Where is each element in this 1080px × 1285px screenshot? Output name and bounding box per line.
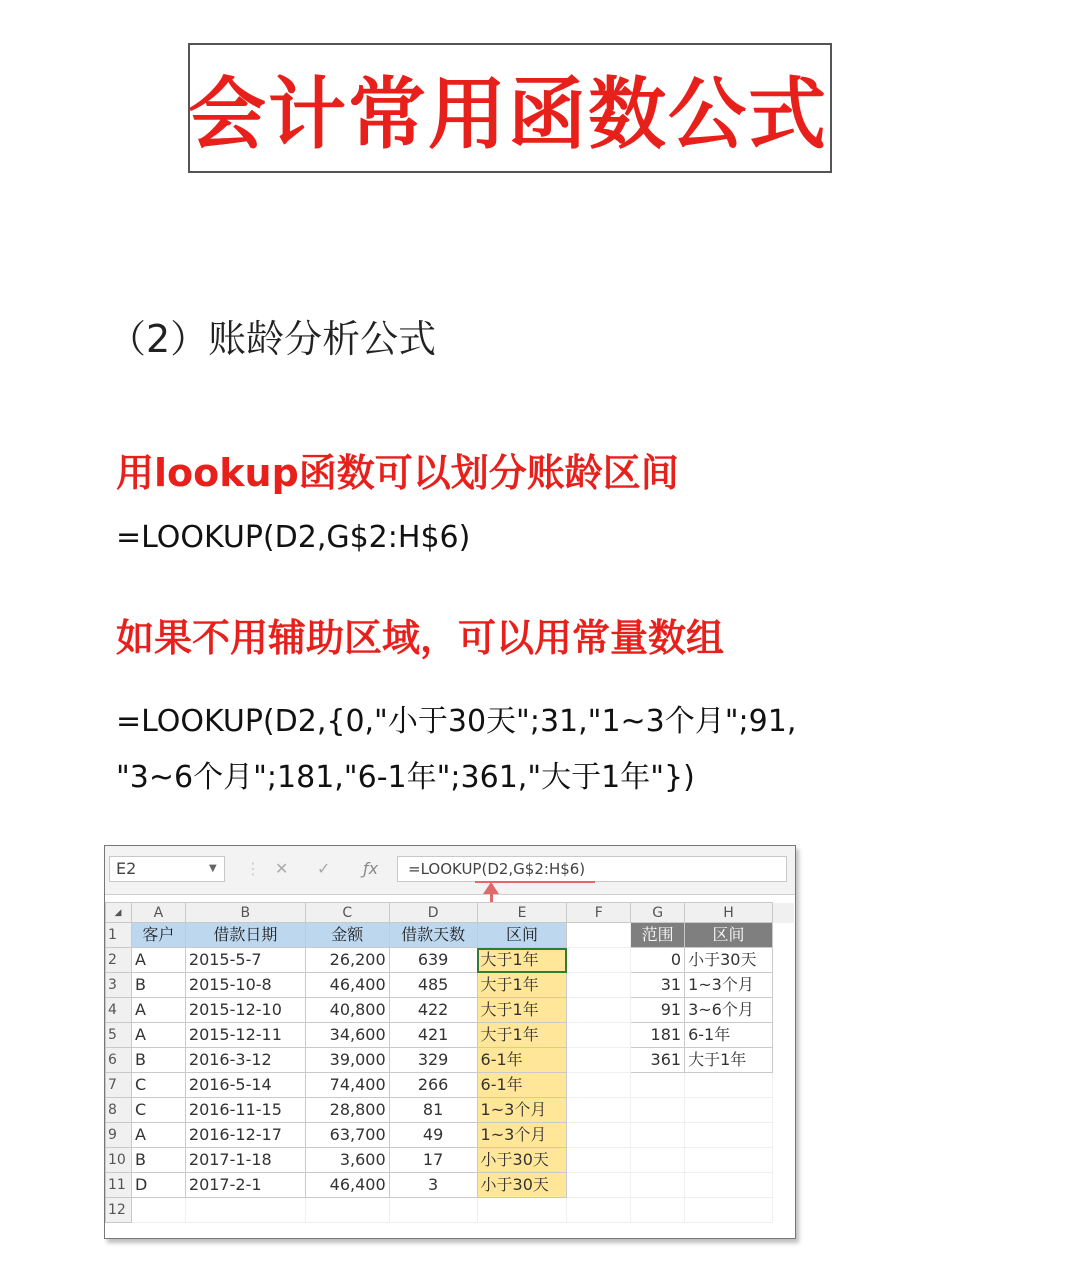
cell[interactable] (685, 1173, 773, 1198)
days-cell[interactable]: 81 (389, 1098, 477, 1123)
days-cell[interactable]: 422 (389, 998, 477, 1023)
range-cell[interactable]: 91 (631, 998, 685, 1023)
interval-cell[interactable]: 小于30天 (477, 1173, 567, 1198)
amount-cell[interactable]: 28,800 (305, 1098, 389, 1123)
lookup-header-cell[interactable]: 范围 (631, 923, 685, 948)
interval-cell[interactable]: 大于1年 (477, 948, 567, 973)
interval-cell[interactable]: 大于1年 (477, 1023, 567, 1048)
cell[interactable] (567, 1173, 631, 1198)
cell[interactable] (567, 1098, 631, 1123)
cell[interactable] (567, 973, 631, 998)
table-row (106, 1073, 795, 1098)
cell[interactable] (567, 1123, 631, 1148)
cell[interactable] (631, 1198, 685, 1223)
header-cell[interactable]: 客户 (131, 923, 185, 948)
constant-array-heading: 如果不用辅助区域，可以用常量数组 (116, 616, 725, 660)
spreadsheet-screenshot (104, 845, 796, 1239)
cell[interactable] (567, 1198, 631, 1223)
date-cell[interactable]: 2016-5-14 (185, 1073, 305, 1098)
row-number[interactable]: 10 (106, 1148, 132, 1173)
interval-cell[interactable]: 1~3个月 (477, 1098, 567, 1123)
amount-cell[interactable]: 40,800 (305, 998, 389, 1023)
table-row (106, 1123, 795, 1148)
cell[interactable] (631, 1098, 685, 1123)
cell[interactable] (567, 1148, 631, 1173)
cell[interactable] (685, 1198, 773, 1223)
cancel-x-icon[interactable]: ✕ (275, 859, 289, 878)
cell[interactable] (631, 1123, 685, 1148)
header-cell[interactable]: 借款日期 (185, 923, 305, 948)
interval-cell[interactable]: 6-1年 (477, 1048, 567, 1073)
cell[interactable] (567, 1048, 631, 1073)
empty-cell (773, 1148, 795, 1173)
lookup-interval-cell[interactable]: 大于1年 (685, 1048, 773, 1073)
header-cell[interactable]: 金额 (305, 923, 389, 948)
days-cell[interactable]: 485 (389, 973, 477, 998)
customer-cell[interactable]: A (131, 1023, 185, 1048)
days-cell[interactable]: 329 (389, 1048, 477, 1073)
empty-cell (773, 973, 795, 998)
table-row (106, 1023, 795, 1048)
amount-cell[interactable]: 74,400 (305, 1073, 389, 1098)
spreadsheet-grid (105, 902, 795, 1223)
table-row (106, 1198, 795, 1223)
column-letter-b[interactable]: B (185, 903, 305, 923)
days-cell[interactable]: 266 (389, 1073, 477, 1098)
chevron-down-icon[interactable]: ▼ (209, 863, 217, 874)
empty-cell (773, 903, 795, 923)
section-heading: （2）账龄分析公式 (108, 317, 437, 361)
empty-cell (773, 1198, 795, 1223)
row-number[interactable]: 9 (106, 1123, 132, 1148)
row-number[interactable]: 4 (106, 998, 132, 1023)
customer-cell[interactable]: C (131, 1098, 185, 1123)
formula-2-line-1: =LOOKUP(D2,{0,"小于30天";31,"1~3个月";91, (116, 704, 797, 739)
days-cell[interactable]: 3 (389, 1173, 477, 1198)
drag-handle-icon: ⋮ (245, 859, 261, 878)
cell[interactable] (631, 1148, 685, 1173)
amount-cell[interactable]: 46,400 (305, 1173, 389, 1198)
lookup-interval-cell[interactable]: 6-1年 (685, 1023, 773, 1048)
customer-cell[interactable]: D (131, 1173, 185, 1198)
row-number[interactable]: 1 (106, 923, 132, 948)
row-number[interactable]: 2 (106, 948, 132, 973)
customer-cell[interactable]: C (131, 1073, 185, 1098)
column-header-row (106, 903, 795, 923)
empty-cell (773, 1048, 795, 1073)
range-cell[interactable]: 0 (631, 948, 685, 973)
amount-cell[interactable]: 46,400 (305, 973, 389, 998)
date-cell[interactable]: 2015-10-8 (185, 973, 305, 998)
column-letter-g[interactable]: G (631, 903, 685, 923)
amount-cell[interactable]: 26,200 (305, 948, 389, 973)
date-cell[interactable]: 2016-12-17 (185, 1123, 305, 1148)
range-cell[interactable]: 361 (631, 1048, 685, 1073)
days-cell[interactable]: 421 (389, 1023, 477, 1048)
lookup-header-cell[interactable]: 区间 (685, 923, 773, 948)
cell[interactable] (685, 1123, 773, 1148)
lookup-heading: 用lookup函数可以划分账龄区间 (116, 451, 679, 495)
cell[interactable] (685, 1073, 773, 1098)
cell[interactable] (567, 1073, 631, 1098)
amount-cell[interactable]: 39,000 (305, 1048, 389, 1073)
customer-cell[interactable]: B (131, 1048, 185, 1073)
column-letter-c[interactable]: C (305, 903, 389, 923)
empty-cell (773, 1173, 795, 1198)
formula-bar-area (105, 846, 795, 895)
confirm-check-icon[interactable]: ✓ (317, 859, 331, 878)
empty-cell (773, 1098, 795, 1123)
cell[interactable] (631, 1073, 685, 1098)
empty-cell (773, 998, 795, 1023)
title-box (188, 43, 832, 173)
amount-cell[interactable]: 3,600 (305, 1148, 389, 1173)
customer-cell[interactable]: A (131, 948, 185, 973)
name-box[interactable]: E2 (109, 856, 225, 882)
amount-cell[interactable]: 34,600 (305, 1023, 389, 1048)
page-title: 会计常用函数公式 (187, 70, 828, 160)
date-cell[interactable]: 2015-12-11 (185, 1023, 305, 1048)
cell[interactable] (567, 1023, 631, 1048)
customer-cell[interactable]: B (131, 1148, 185, 1173)
date-cell[interactable]: 2015-5-7 (185, 948, 305, 973)
amount-cell[interactable]: 63,700 (305, 1123, 389, 1148)
lookup-interval-cell[interactable]: 1~3个月 (685, 973, 773, 998)
cell[interactable] (567, 948, 631, 973)
row-number[interactable]: 3 (106, 973, 132, 998)
interval-cell[interactable]: 6-1年 (477, 1073, 567, 1098)
empty-cell (773, 1023, 795, 1048)
column-letter-a[interactable]: A (131, 903, 185, 923)
arrow-up-icon (483, 882, 499, 894)
cell[interactable] (685, 1098, 773, 1123)
cell[interactable] (131, 1198, 185, 1223)
empty-cell (773, 1123, 795, 1148)
cell[interactable] (567, 923, 631, 948)
table-row (106, 998, 795, 1023)
cell[interactable] (631, 1173, 685, 1198)
interval-cell[interactable]: 1~3个月 (477, 1123, 567, 1148)
cell[interactable] (477, 1198, 567, 1223)
interval-cell[interactable]: 大于1年 (477, 973, 567, 998)
fx-icon[interactable]: ƒx (363, 859, 379, 878)
table-row (106, 1048, 795, 1073)
column-letter-d[interactable]: D (389, 903, 477, 923)
column-letter-f[interactable]: F (567, 903, 631, 923)
header-cell[interactable]: 借款天数 (389, 923, 477, 948)
cell[interactable] (567, 998, 631, 1023)
table-row (106, 1098, 795, 1123)
row-number[interactable]: 11 (106, 1173, 132, 1198)
header-cell[interactable]: 区间 (477, 923, 567, 948)
date-cell[interactable]: 2017-2-1 (185, 1173, 305, 1198)
days-cell[interactable]: 49 (389, 1123, 477, 1148)
row-number[interactable]: 12 (106, 1198, 132, 1223)
cell[interactable] (305, 1198, 389, 1223)
date-cell[interactable]: 2015-12-10 (185, 998, 305, 1023)
row-number[interactable]: 6 (106, 1048, 132, 1073)
empty-cell (773, 948, 795, 973)
row-number[interactable]: 5 (106, 1023, 132, 1048)
cell[interactable] (685, 1148, 773, 1173)
table-row (106, 1173, 795, 1198)
table-row (106, 973, 795, 998)
row-number[interactable]: 8 (106, 1098, 132, 1123)
formula-2-line-2: "3~6个月";181,"6-1年";361,"大于1年"}) (116, 760, 695, 795)
date-cell[interactable]: 2016-11-15 (185, 1098, 305, 1123)
lookup-interval-cell[interactable]: 3~6个月 (685, 998, 773, 1023)
row-number[interactable]: 7 (106, 1073, 132, 1098)
range-cell[interactable]: 31 (631, 973, 685, 998)
formula-input[interactable]: =LOOKUP(D2,G$2:H$6) (397, 856, 787, 882)
cell[interactable] (185, 1198, 305, 1223)
customer-cell[interactable]: A (131, 1123, 185, 1148)
days-cell[interactable]: 639 (389, 948, 477, 973)
column-letter-h[interactable]: H (685, 903, 773, 923)
table-row (106, 948, 795, 973)
column-letter-e[interactable]: E (477, 903, 567, 923)
select-all-corner[interactable]: ◢ (106, 903, 132, 923)
lookup-interval-cell[interactable]: 小于30天 (685, 948, 773, 973)
range-cell[interactable]: 181 (631, 1023, 685, 1048)
formula-1: =LOOKUP(D2,G$2:H$6) (116, 520, 471, 555)
table-row (106, 923, 795, 948)
empty-cell (773, 1073, 795, 1098)
days-cell[interactable]: 17 (389, 1148, 477, 1173)
interval-cell[interactable]: 大于1年 (477, 998, 567, 1023)
interval-cell[interactable]: 小于30天 (477, 1148, 567, 1173)
customer-cell[interactable]: B (131, 973, 185, 998)
cell[interactable] (389, 1198, 477, 1223)
customer-cell[interactable]: A (131, 998, 185, 1023)
date-cell[interactable]: 2016-3-12 (185, 1048, 305, 1073)
table-row (106, 1148, 795, 1173)
date-cell[interactable]: 2017-1-18 (185, 1148, 305, 1173)
empty-cell (773, 923, 795, 948)
